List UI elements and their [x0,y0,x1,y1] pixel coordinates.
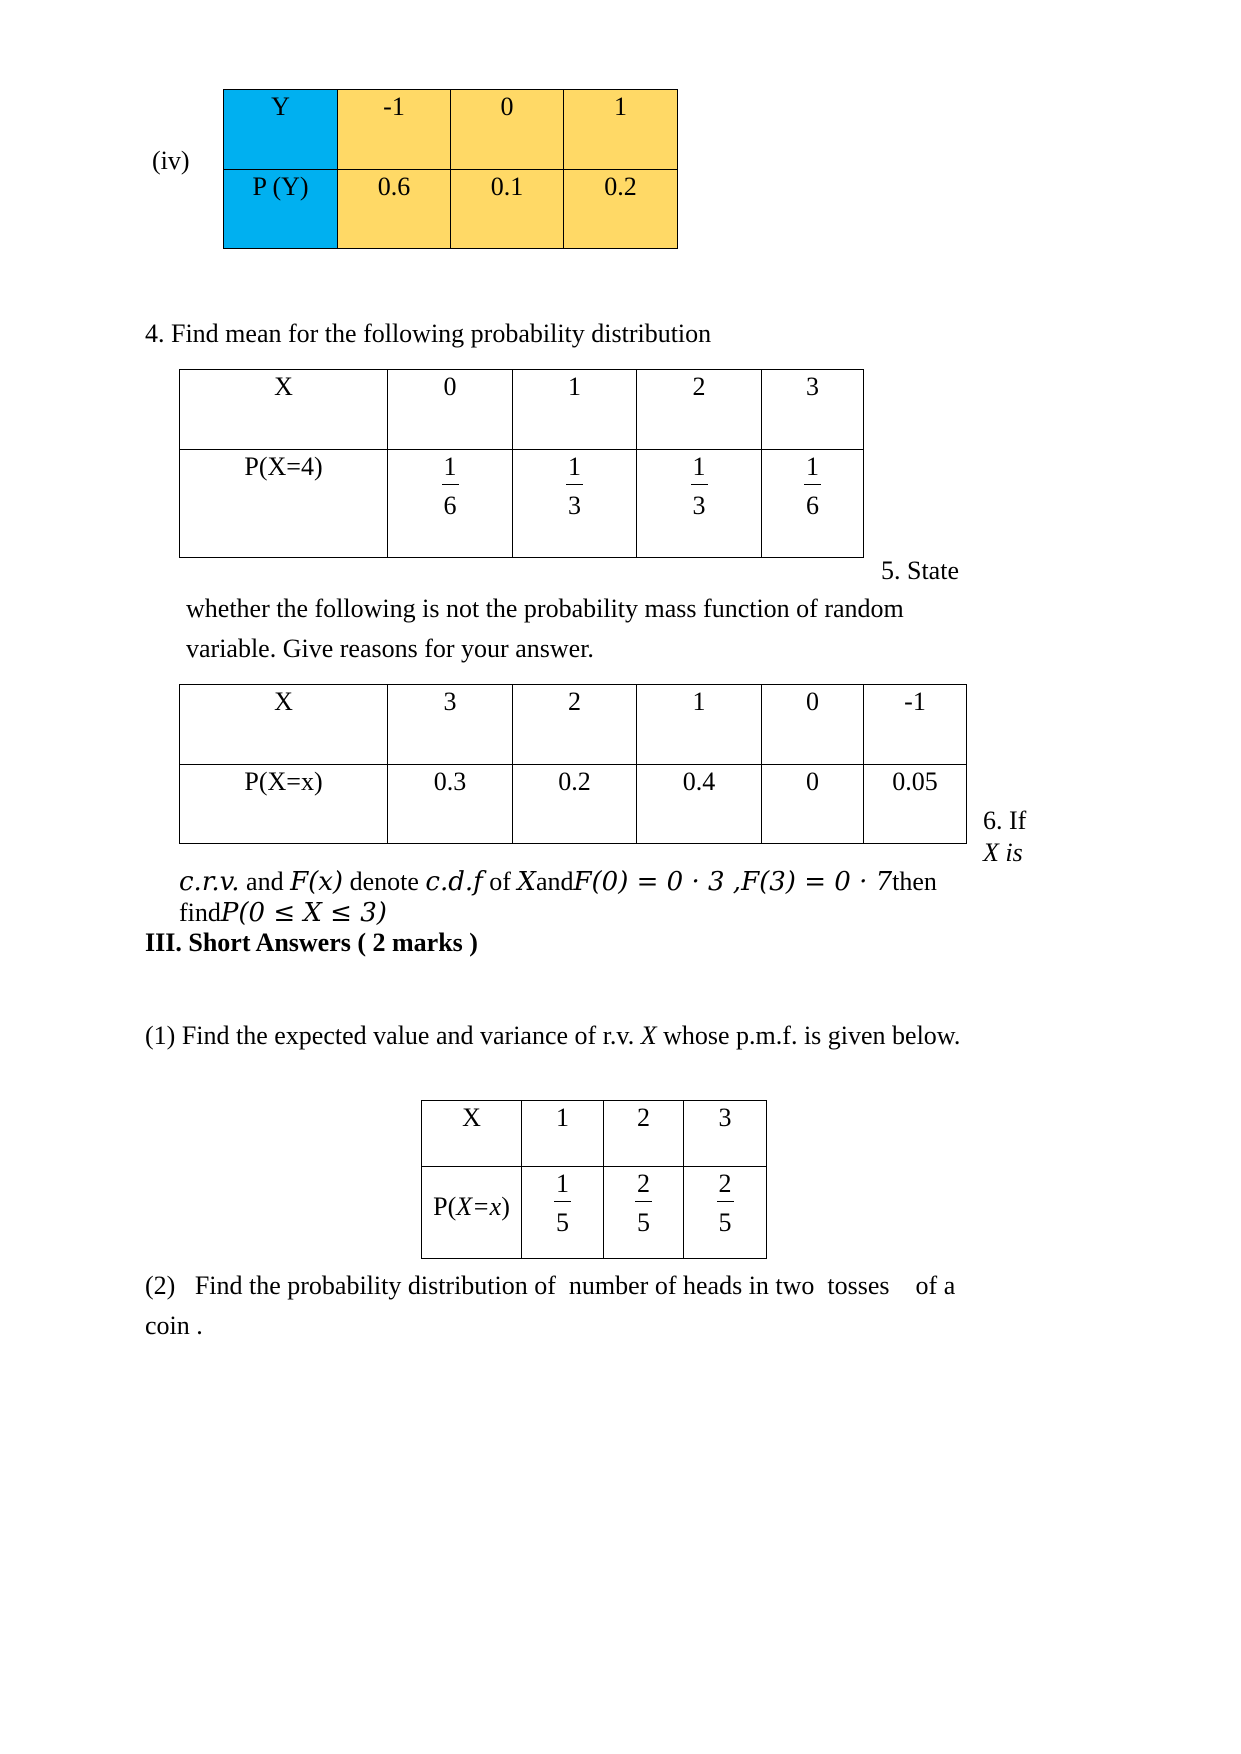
sa1-x: X [640,1021,657,1050]
q3iv-row-y [224,90,678,170]
fraction-numerator: 1 [804,454,821,485]
fraction-numerator: 1 [442,454,459,485]
fraction-denominator: 5 [637,1208,650,1237]
fraction-numerator: 1 [554,1171,571,1202]
q6-crv: c.r.v. [179,867,240,897]
sa1-text: whose p.m.f. is given below. [656,1021,961,1050]
sa1-cell: 1 [522,1101,604,1167]
q5-cell: 0.05 [864,765,967,844]
q4-cell-fraction [513,450,637,558]
sa1-question [145,1021,960,1051]
q4-cell-fraction [762,450,864,558]
q5-cell: 2 [513,685,637,765]
q6-line2 [179,898,387,928]
fraction-numerator: 1 [566,454,583,485]
q6-side-text: X is [983,838,1023,867]
q4-cell-header: P(X=4) [180,450,388,558]
q4-cell-fraction [637,450,762,558]
fraction-numerator: 2 [717,1171,734,1202]
sa2-line1: (2) Find the probability distribution of number of heads in two tosses of a [145,1271,956,1300]
q4-cell: 1 [513,370,637,450]
q6-text: and [239,867,291,896]
q6-side-line1: 6. If [983,806,1027,835]
q3iv-row-py [224,170,678,249]
q3iv-table [223,89,678,249]
fraction-numerator: 1 [691,454,708,485]
fraction-denominator: 6 [443,491,457,520]
q6-formula: F(0) = 0 · 3 ,F(3) = 0 · 7 [573,867,893,897]
q6-side-line2 [983,838,1023,868]
sa1-cell-fraction [604,1167,684,1259]
q5-cell: 0.4 [637,765,762,844]
q3iv-cell: 0.6 [338,170,451,249]
q5-cell-header: X [180,685,388,765]
q6-text: then [892,867,937,896]
q5-cell: 0 [762,765,864,844]
sa1-cell-header [422,1167,522,1259]
q5-cell: -1 [864,685,967,765]
fraction-numerator: 2 [635,1171,652,1202]
q3iv-cell: 0 [451,90,564,170]
q5-cell: 0.3 [388,765,513,844]
q4-row-x [180,370,864,450]
q5-cell: 0.2 [513,765,637,844]
q5-cell: 3 [388,685,513,765]
q6-probability: P(0 ≤ X ≤ 3) [220,898,387,928]
q6-cdf: c.d.f [425,867,483,897]
q3iv-cell-header: P (Y) [224,170,338,249]
q4-question: 4. Find mean for the following probability distribution [145,319,712,348]
q4-cell: 3 [762,370,864,450]
fraction-denominator: 6 [806,491,819,520]
q5-line1: whether the following is not the probability mass function of random [186,594,904,623]
sa1-cell-header: X [422,1101,522,1167]
q3iv-label: (iv) [152,146,190,175]
q5-table [179,684,967,844]
q4-row-px [180,450,864,558]
q6-text: and [535,867,574,896]
q6-line1 [179,867,937,897]
q5-line2: variable. Give reasons for your answer. [186,634,594,663]
fraction-denominator: 3 [568,491,581,520]
q3iv-cell: 1 [564,90,678,170]
q3iv-cell: 0.1 [451,170,564,249]
q4-cell: 2 [637,370,762,450]
q3iv-cell-header: Y [224,90,338,170]
sa1-row-px [422,1167,767,1259]
sa1-table [421,1100,767,1259]
q6-text: of [482,867,518,896]
sa1-label-text: P( [433,1191,457,1221]
sa1-text: (1) Find the expected value and variance of r.v. [145,1021,641,1050]
sa1-cell: 2 [604,1101,684,1167]
q3iv-cell: 0.2 [564,170,678,249]
q4-table [179,369,864,558]
q5-row-x [180,685,967,765]
sa1-row-x [422,1101,767,1167]
q5-lead: 5. State [881,556,959,585]
q5-row-px [180,765,967,844]
q6-x: X [517,867,536,897]
q5-cell: 1 [637,685,762,765]
q4-cell-fraction [388,450,513,558]
sa1-cell-fraction [684,1167,767,1259]
q5-cell-header: P(X=x) [180,765,388,844]
q6-fx: F(x) [290,867,344,897]
section-heading: III. Short Answers ( 2 marks ) [145,928,478,957]
fraction-denominator: 3 [692,491,706,520]
q4-cell: 0 [388,370,513,450]
sa1-label-text: ) [501,1191,510,1221]
q3iv-cell: -1 [338,90,451,170]
q6-text: denote [343,867,426,896]
sa2-line2: coin . [145,1311,203,1340]
q4-cell-header: X [180,370,388,450]
sa1-cell-fraction [522,1167,604,1259]
fraction-denominator: 5 [718,1208,732,1237]
q6-text: find [179,898,221,927]
sa1-label-x: X=x [456,1191,502,1221]
fraction-denominator: 5 [556,1208,569,1237]
sa1-cell: 3 [684,1101,767,1167]
q5-cell: 0 [762,685,864,765]
